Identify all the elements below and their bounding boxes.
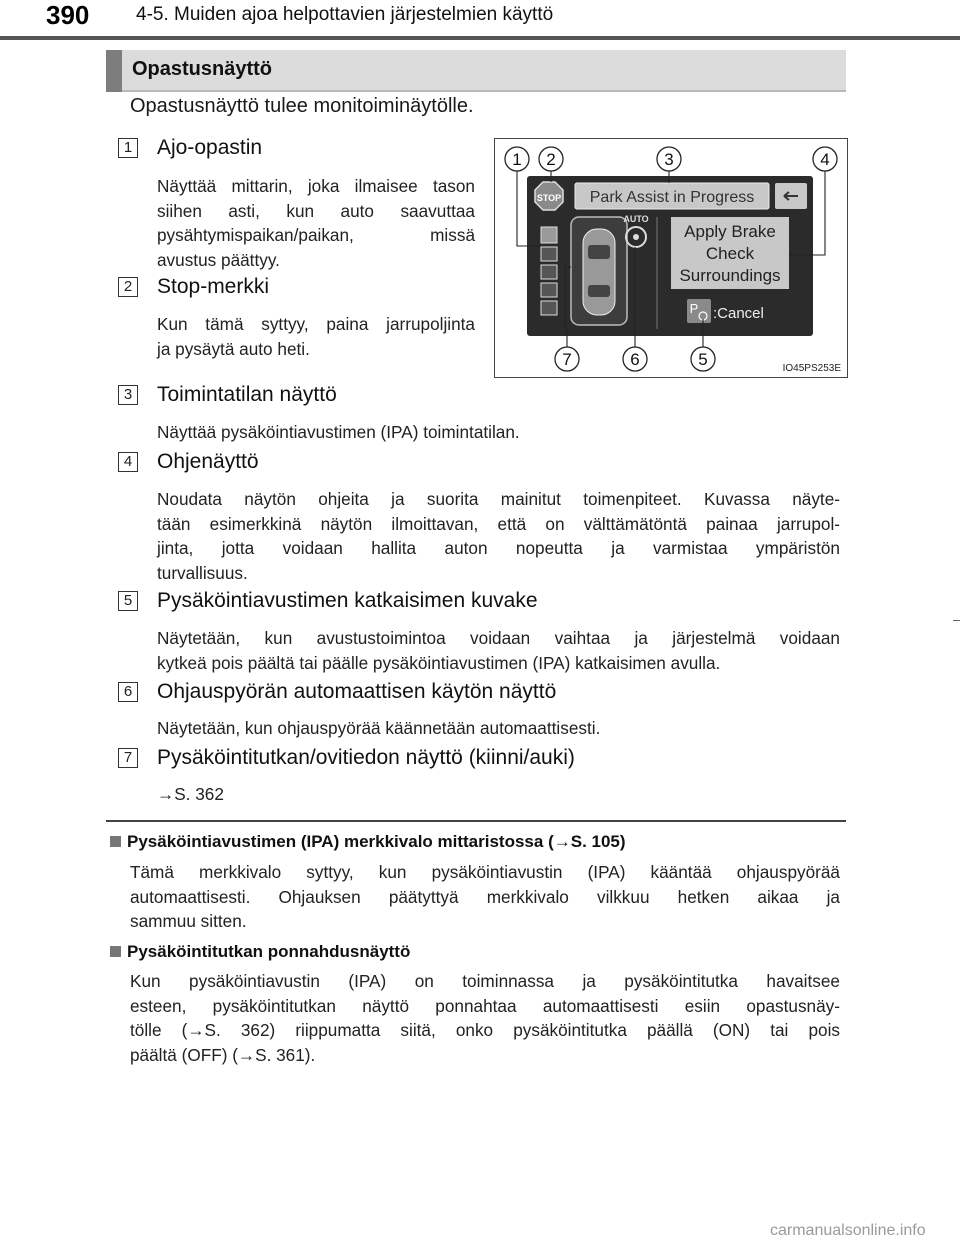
item-2-line-1: Kun tämä syttyy, paina jarrupoljinta (157, 314, 475, 334)
item-3-line-1: Näyttää pysäköintiavustimen (IPA) toimintatilan. (157, 422, 520, 442)
page-number: 390 (46, 0, 90, 30)
cancel-label: :Cancel (713, 305, 764, 322)
item-number-1: 1 (118, 138, 138, 158)
meter-segment-4 (541, 283, 557, 297)
guide-display-figure (494, 138, 848, 378)
note-2-line-3: tölle (→S. 362) riippumatta siitä, onko pysäköintitutka päällä (ON) tai pois (130, 1020, 840, 1040)
item-2-line-2: ja pysäytä auto heti. (157, 338, 310, 359)
item-number-4: 4 (118, 452, 138, 472)
callout-1: 1 (512, 150, 522, 169)
callout-6: 6 (630, 350, 640, 369)
item-1-line-2: siihen asti, kun auto saavuttaa (157, 200, 475, 221)
note-title-2-text: Pysäköintitutkan ponnahdusnäyttö (127, 942, 411, 961)
item-title-7: Pysäköintitutkan/ovitiedon näyttö (kiinni/auki) (157, 746, 575, 769)
callout-2: 2 (546, 150, 556, 169)
meter-segment-1 (541, 227, 557, 243)
item-4-line-2: tään esimerkkinä näytön ilmoittavan, että on välttämätöntä painaa jarrupol- (157, 513, 840, 534)
note-1-line-2: automaattisesti. Ohjauksen päätyttyä merkkivalo vilkkuu hetken aikaa ja (130, 886, 840, 907)
item-1-line-4: avustus päättyy. (157, 249, 280, 270)
car-windshield (588, 245, 610, 259)
note-2-line-1: Kun pysäköintiavustin (IPA) on toiminnassa ja pysäköintitutka havaitsee (130, 971, 840, 991)
callout-3: 3 (664, 150, 674, 169)
auto-label: AUTO (623, 214, 649, 224)
park-assist-p-letter: P (689, 301, 699, 316)
note-title-2 (110, 942, 410, 962)
item-body-7 (157, 782, 840, 807)
note-square-icon (110, 946, 121, 957)
item-4-line-1: Noudata näytön ohjeita ja suorita mainitut toimenpiteet. Kuvassa näyte- (157, 489, 840, 509)
meter-segment-3 (541, 265, 557, 279)
item-4-line-4: turvallisuus. (157, 562, 248, 583)
callout-5: 5 (698, 350, 708, 369)
section-title: Opastusnäyttö (132, 58, 273, 80)
item-number-5: 5 (118, 591, 138, 611)
item-body-4 (157, 487, 840, 585)
callout-4: 4 (820, 150, 830, 169)
item-number-6: 6 (118, 682, 138, 702)
note-square-icon (110, 836, 121, 847)
note-2-line-2: esteen, pysäköintitutkan näyttö ponnahtaa automaattisesti esiin opastusnäy- (130, 995, 840, 1016)
section-intro: Opastusnäyttö tulee monitoiminäytölle. (130, 95, 474, 117)
message-line-3: Surroundings (679, 266, 781, 285)
item-body-2 (157, 312, 475, 361)
item-body-1 (157, 174, 475, 272)
item-7-line-1: →S. 362 (157, 784, 224, 804)
note-title-1-text: Pysäköintiavustimen (IPA) merkkivalo mittaristossa (→S. 105) (127, 832, 626, 851)
callout-7: 7 (562, 350, 572, 369)
note-1-line-1: Tämä merkkivalo syttyy, kun pysäköintiavustin (IPA) kääntää ohjauspyörää (130, 862, 840, 882)
item-title-1: Ajo-opastin (157, 136, 263, 159)
item-1-line-3: pysähtymispaikan/paikan, missä (157, 225, 475, 245)
meter-segment-5 (541, 301, 557, 315)
item-title-6: Ohjauspyörän automaattisen käytön näyttö (157, 680, 557, 703)
stop-sign-text: STOP (536, 193, 562, 203)
item-number-3: 3 (118, 385, 138, 405)
item-body-6 (157, 716, 840, 741)
item-title-5: Pysäköintiavustimen katkaisimen kuvake (157, 589, 538, 612)
message-line-2: Check (705, 244, 755, 263)
section-bar-tab (106, 50, 122, 92)
message-line-1: Apply Brake (684, 222, 776, 241)
item-title-4: Ohjenäyttö (157, 450, 259, 473)
note-body-1 (130, 860, 840, 934)
note-2-line-4: päältä (OFF) (→S. 361). (130, 1044, 316, 1065)
note-1-line-3: sammuu sitten. (130, 911, 247, 931)
item-6-line-1: Näytetään, kun ohjauspyörää käännetään automaattisesti. (157, 718, 601, 738)
note-body-2 (130, 969, 840, 1067)
item-5-line-1: Näytetään, kun avustustoimintoa voidaan vaihtaa ja järjestelmä voidaan (157, 628, 840, 648)
item-title-2: Stop-merkki (157, 275, 270, 298)
notes-divider (106, 820, 846, 822)
car-rear-window (588, 285, 610, 297)
item-title-3: Toimintatilan näyttö (157, 383, 337, 406)
item-1-line-1: Näyttää mittarin, joka ilmaisee tason (157, 176, 475, 196)
note-title-1 (110, 832, 626, 852)
figure-code: IO45PS253E (782, 363, 841, 374)
steering-hub (633, 234, 639, 240)
car-icon (583, 229, 615, 315)
item-body-3 (157, 420, 840, 445)
chapter-title: 4-5. Muiden ajoa helpottavien järjestelmien käyttö (136, 4, 554, 25)
status-banner-text: Park Assist in Progress (589, 189, 755, 206)
item-5-line-2: kytkeä pois päältä tai päälle pysäköintiavustimen (IPA) katkaisimen avulla. (157, 652, 721, 673)
item-number-2: 2 (118, 277, 138, 297)
item-number-7: 7 (118, 748, 138, 768)
footer-watermark: carmanualsonline.info (770, 1222, 926, 1239)
item-body-5 (157, 626, 840, 675)
page-edge-mark (953, 620, 960, 621)
meter-segment-2 (541, 247, 557, 261)
header-rule (0, 36, 960, 40)
item-4-line-3: jinta, jotta voidaan hallita auton nopeutta ja varmistaa ympäristön (157, 538, 840, 558)
guide-display-svg (495, 139, 847, 377)
